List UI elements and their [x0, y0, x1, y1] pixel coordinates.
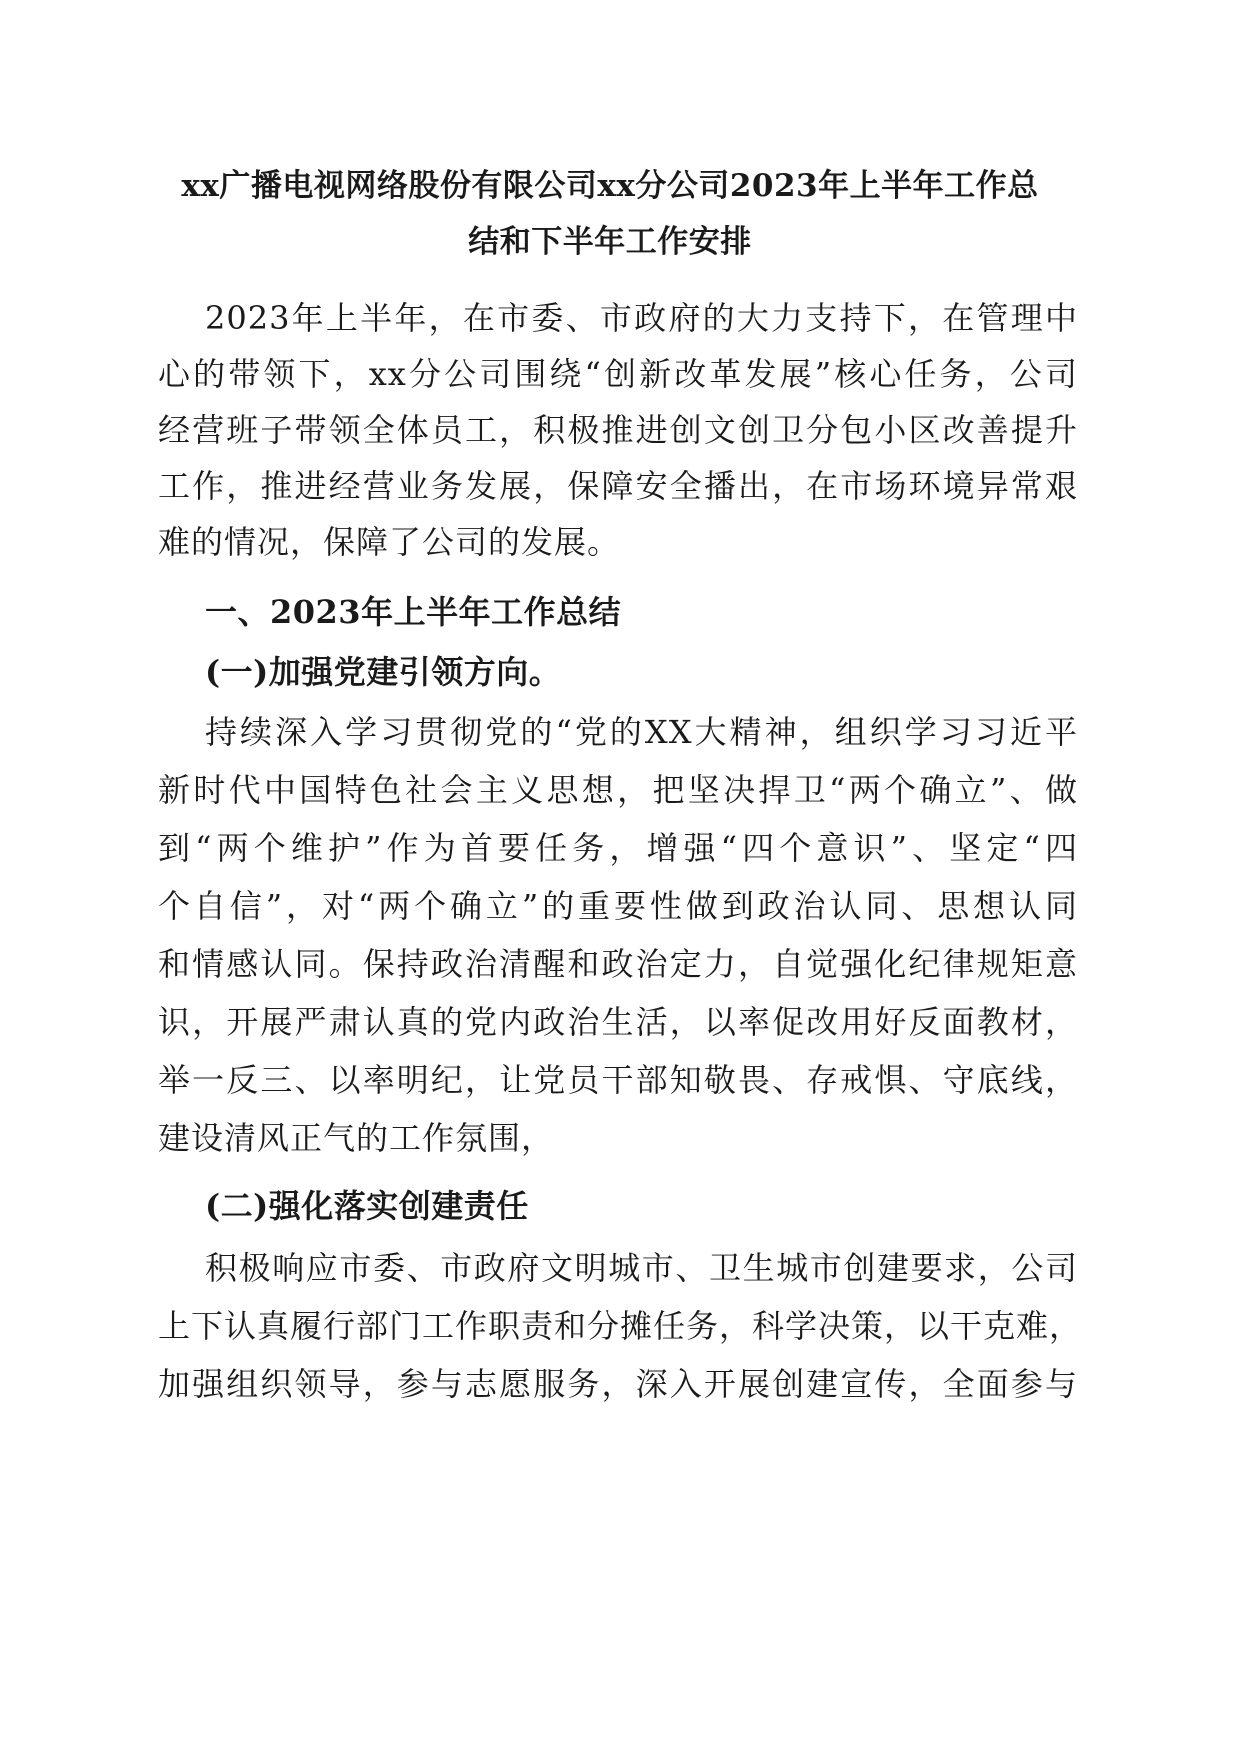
body-line: 建设清风正气的工作氛围， [158, 1119, 555, 1157]
subsection-heading: (二)强化落实创建责任 [205, 1187, 529, 1225]
intro-line: 工作，推进经营业务发展，保障安全播出，在市场环境异常艰 [158, 467, 1078, 505]
section-heading: 一、2023年上半年工作总结 [205, 593, 622, 631]
intro-line: 难的情况，保障了公司的发展。 [158, 523, 621, 561]
body-line: 到“两个维护”作为首要任务，增强“四个意识”、坚定“四 [158, 829, 1078, 867]
body-line: 举一反三、以率明纪，让党员干部知敬畏、存戒惧、守底线， [158, 1061, 1078, 1099]
body-line: 识，开展严肃认真的党内政治生活，以率促改用好反面教材， [158, 1003, 1078, 1041]
body-line: 上下认真履行部门工作职责和分摊任务，科学决策，以干克难， [158, 1307, 1083, 1345]
body-line: 持续深入学习贯彻党的“党的XX大精神，组织学习习近平 [205, 713, 1078, 751]
body-line: 和情感认同。保持政治清醒和政治定力，自觉强化纪律规矩意 [158, 945, 1078, 983]
body-line: 新时代中国特色社会主义思想，把坚决捍卫“两个确立”、做 [158, 771, 1078, 809]
body-line: 加强组织领导，参与志愿服务，深入开展创建宣传，全面参与 [158, 1365, 1078, 1403]
intro-line: 心的带领下，xx分公司围绕“创新改革发展”核心任务，公司 [158, 355, 1078, 393]
body-line: 积极响应市委、市政府文明城市、卫生城市创建要求，公司 [205, 1249, 1078, 1287]
intro-line: 2023年上半年，在市委、市政府的大力支持下，在管理中 [205, 299, 1078, 337]
body-line: 个自信”，对“两个确立”的重要性做到政治认同、思想认同 [158, 887, 1078, 925]
document-title-line-1: xx广播电视网络股份有限公司xx分公司2023年上半年工作总 [181, 168, 1039, 204]
intro-line: 经营班子带领全体员工，积极推进创文创卫分包小区改善提升 [158, 411, 1078, 449]
subsection-heading: (一)加强党建引领方向。 [205, 653, 562, 691]
document-title-line-2: 结和下半年工作安排 [468, 224, 752, 260]
